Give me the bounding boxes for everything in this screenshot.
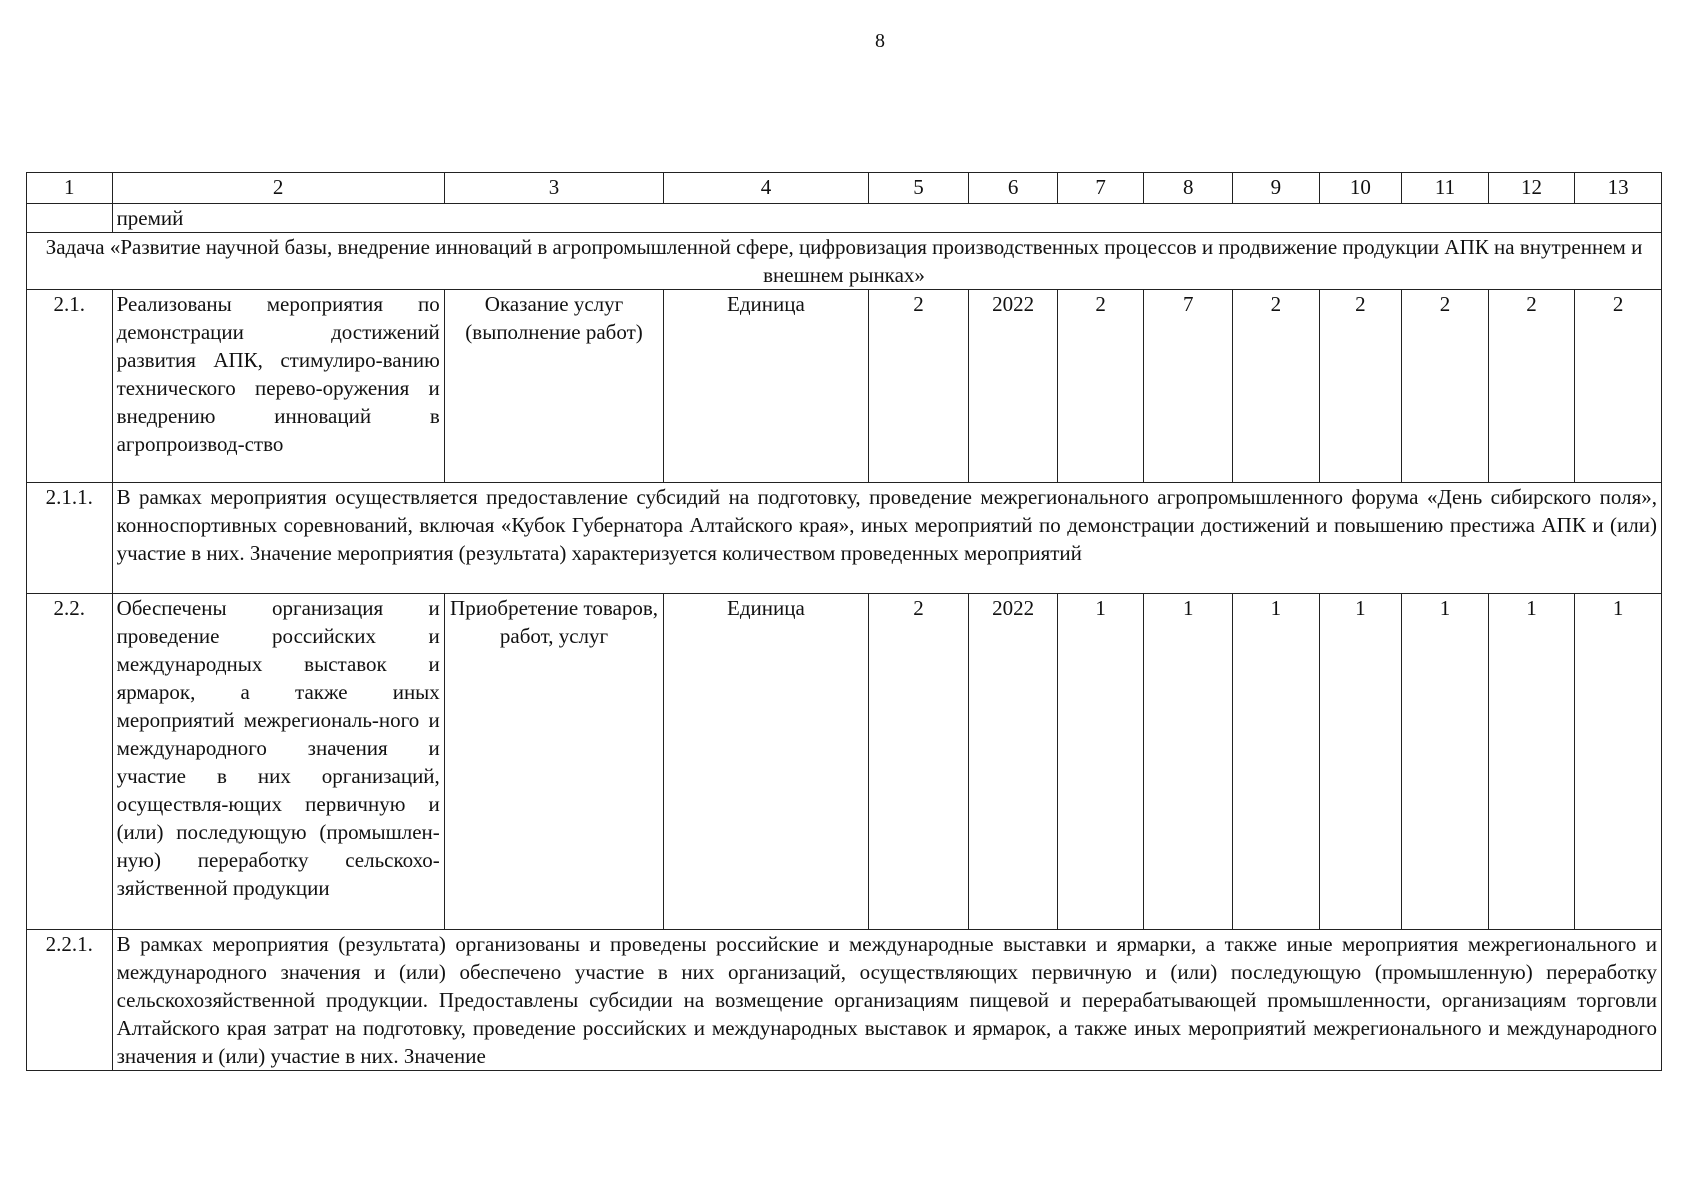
column-number: 10	[1319, 173, 1402, 204]
result-name: Реализованы мероприятия по демонстрации достижений развития АПК, стимулиро-ванию технического перево-оружения и внедрению инноваций в агропроизвод-ство	[112, 290, 444, 483]
column-number: 13	[1575, 173, 1662, 204]
table-row	[27, 594, 1662, 930]
task-title: Задача «Развитие научной базы, внедрение инноваций в агропромышленной сфере, цифровизация производственных процессов и продвижение продукции АПК на внутреннем и внешнем рынках»	[27, 233, 1662, 290]
row-number: 2.1.	[27, 290, 113, 483]
year-value: 2	[1233, 290, 1320, 483]
column-number: 3	[444, 173, 663, 204]
row-number: 2.2.	[27, 594, 113, 930]
description-row	[27, 483, 1662, 594]
year-value: 1	[1402, 594, 1489, 930]
year-value: 1	[1057, 594, 1144, 930]
unit: Единица	[664, 594, 868, 930]
year-value: 2	[1319, 290, 1402, 483]
row-number: 2.1.1.	[27, 483, 113, 594]
task-row	[27, 233, 1662, 290]
year-value: 2	[1488, 290, 1575, 483]
page-number: 8	[875, 30, 885, 52]
year-value: 7	[1144, 290, 1233, 483]
column-number: 1	[27, 173, 113, 204]
column-number: 6	[969, 173, 1058, 204]
column-number: 11	[1402, 173, 1489, 204]
result-type: Оказание услуг (выполнение работ)	[444, 290, 663, 483]
column-number: 2	[112, 173, 444, 204]
unit: Единица	[664, 290, 868, 483]
table-row	[27, 290, 1662, 483]
year-value: 1	[1144, 594, 1233, 930]
year-value: 2	[1057, 290, 1144, 483]
year-value: 2	[1575, 290, 1662, 483]
base-value: 2	[868, 594, 969, 930]
description-row	[27, 930, 1662, 1071]
column-number: 7	[1057, 173, 1144, 204]
column-number: 9	[1233, 173, 1320, 204]
year-value: 1	[1233, 594, 1320, 930]
indicators-table	[26, 172, 1662, 1071]
continued-text: премий	[112, 204, 1661, 233]
base-year: 2022	[969, 594, 1058, 930]
continued-num-cell	[27, 204, 113, 233]
description-text: В рамках мероприятия осуществляется предоставление субсидий на подготовку, проведение межрегионального агропромышленного форума «День сибирского поля», конноспортивных соревнований, включая «Кубок Губернатора Алтайского края», иных мероприятий по демонстрации достижений и повышению престижа АПК и (или) участие в них. Значение мероприятия (результата) характеризуется количеством проведенных мероприятий	[112, 483, 1661, 594]
year-value: 1	[1575, 594, 1662, 930]
column-number: 8	[1144, 173, 1233, 204]
base-year: 2022	[969, 290, 1058, 483]
continued-row	[27, 204, 1662, 233]
column-number: 5	[868, 173, 969, 204]
column-number: 12	[1488, 173, 1575, 204]
column-number-row	[27, 173, 1662, 204]
year-value: 1	[1488, 594, 1575, 930]
year-value: 2	[1402, 290, 1489, 483]
description-text: В рамках мероприятия (результата) организованы и проведены российские и международные выставки и ярмарки, а также иные мероприятия межрегионального и международного значения и (или) обеспечено участие в них организаций, осуществляющих первичную и (или) последующую (промышленную) переработку сельскохозяйственной продукции. Предоставлены субсидии на возмещение организациям пищевой и перерабатывающей промышленности, организациям торговли Алтайского края затрат на подготовку, проведение российских и международных выставок и ярмарок, а также иных мероприятий межрегионального и международного значения и (или) участие в них. Значение	[112, 930, 1661, 1071]
row-number: 2.2.1.	[27, 930, 113, 1071]
result-type: Приобретение товаров, работ, услуг	[444, 594, 663, 930]
result-name: Обеспечены организация и проведение российских и международных выставок и ярмарок, а также иных мероприятий межрегиональ-ного и международного значения и участие в них организаций, осуществля-ющих первичную и (или) последующую (промышлен-ную) переработку сельскохо-зяйственной продукции	[112, 594, 444, 930]
column-number: 4	[664, 173, 868, 204]
base-value: 2	[868, 290, 969, 483]
year-value: 1	[1319, 594, 1402, 930]
